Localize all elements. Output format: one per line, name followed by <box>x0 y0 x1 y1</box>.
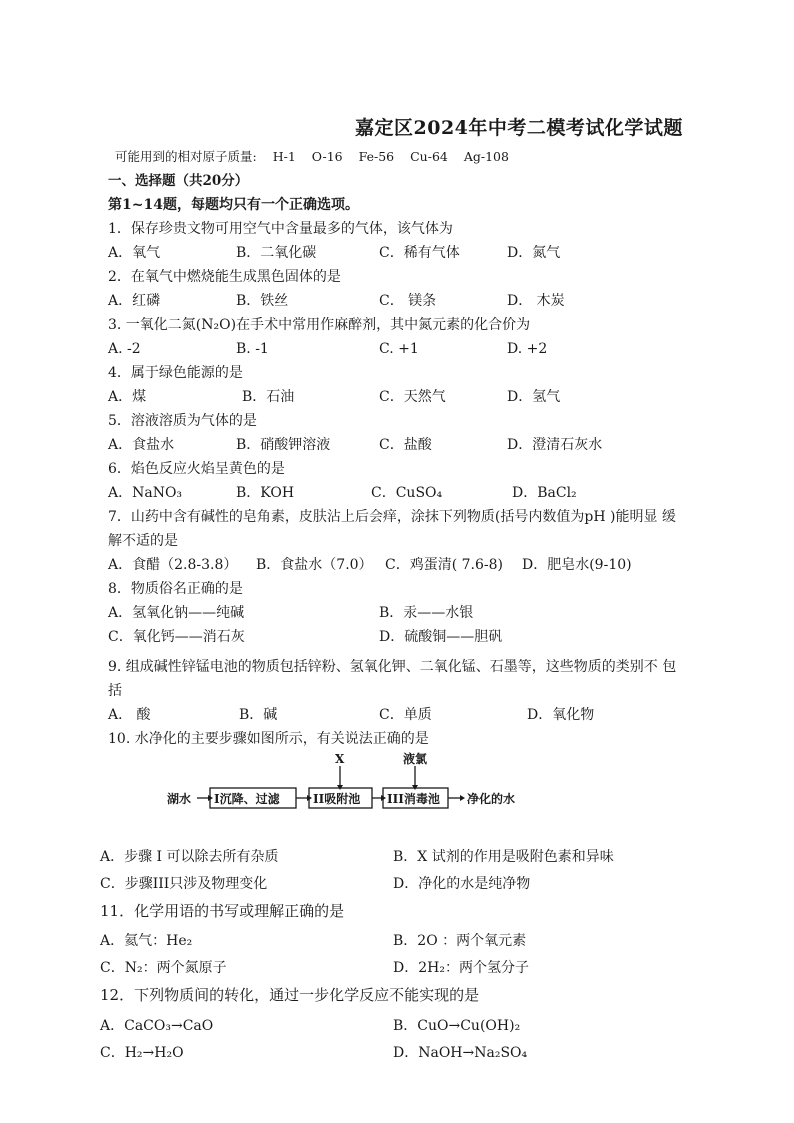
atomic-mass-h: H-1 <box>272 149 296 164</box>
option-b: B．CuO→Cu(OH)₂ <box>393 1018 521 1034</box>
option-a: A．步骤 I 可以除去所有杂质 <box>100 849 279 865</box>
option-a: A．红磷 <box>108 293 161 309</box>
option-d: D．BaCl₂ <box>512 485 577 501</box>
question-stem: 7．山药中含有碱性的皂角素，皮肤沾上后会痒，涂抹下列物质(括号内数值为pH )能明显 缓 <box>108 509 676 525</box>
question-stem: 4．属于绿色能源的是 <box>108 365 243 381</box>
option-d: D．氧化物 <box>527 707 595 723</box>
option-b: B．食盐水（7.0） <box>256 557 373 573</box>
option-c: C．氧化钙——消石灰 <box>108 629 245 645</box>
question-stem: 9. 组成碱性锌锰电池的物质包括锌粉、氢氧化钾、二氧化锰、石墨等，这些物质的类别不 包 <box>108 659 677 675</box>
option-c: C．单质 <box>379 707 432 723</box>
option-d: D. +2 <box>507 341 548 357</box>
option-d: D．氢气 <box>507 389 561 405</box>
question-stem: 2．在氧气中燃烧能生成黑色固体的是 <box>108 269 341 285</box>
flowchart-lines <box>160 752 560 822</box>
option-a: A．氦气：He₂ <box>100 933 193 949</box>
flow-step3-label: III消毒池 <box>387 792 440 806</box>
option-a: A．氧气 <box>108 245 161 261</box>
option-d: D．肥皂水(9-10) <box>522 557 632 573</box>
water-purification-flowchart <box>160 752 560 822</box>
option-d: D．净化的水是纯净物 <box>393 876 531 892</box>
option-b: B．石油 <box>242 389 295 405</box>
option-b: B．硝酸钾溶液 <box>236 437 331 453</box>
option-a: A．NaNO₃ <box>108 485 183 501</box>
option-c: C．稀有气体 <box>379 245 460 261</box>
question-stem-continued: 解不适的是 <box>108 533 178 549</box>
option-c: C. +1 <box>379 341 419 357</box>
option-a: A．氢氧化钠——纯碱 <box>108 605 245 621</box>
option-d: D．2H₂：两个氢分子 <box>393 960 529 976</box>
option-d: D．硫酸铜——胆矾 <box>379 629 503 645</box>
option-c: C．鸡蛋清( 7.6-8) <box>385 557 503 573</box>
flow-step2-label: II吸附池 <box>313 792 361 806</box>
option-c: C． 镁条 <box>379 293 437 309</box>
flow-step1-label: I沉降、过滤 <box>214 792 280 806</box>
question-stem: 10. 水净化的主要步骤如图所示，有关说法正确的是 <box>108 731 429 747</box>
option-a: A． 酸 <box>108 707 151 723</box>
atomic-mass-ag: Ag-108 <box>463 149 509 164</box>
option-a: A. -2 <box>108 341 141 357</box>
flow-input-label: 湖水 <box>167 792 192 806</box>
option-a: A．食盐水 <box>108 437 175 453</box>
section-instruction: 第1~14题，每题均只有一个正确选项。 <box>108 197 359 213</box>
option-b: B．二氧化碳 <box>236 245 317 261</box>
option-b: B．2O ：两个氧元素 <box>393 933 527 949</box>
option-c: C．H₂→H₂O <box>100 1045 184 1061</box>
option-d: D．氮气 <box>507 245 561 261</box>
question-stem: 12．下列物质间的转化，通过一步化学反应不能实现的是 <box>100 986 480 1004</box>
option-b: B．汞——水银 <box>379 605 474 621</box>
option-b: B．X 试剂的作用是吸附色素和异味 <box>393 849 614 865</box>
option-d: D．澄清石灰水 <box>507 437 603 453</box>
atomic-mass-o: O-16 <box>311 149 343 164</box>
flow-output-label: 净化的水 <box>467 792 516 806</box>
question-stem-continued: 括 <box>108 683 122 699</box>
atomic-mass-cu: Cu-64 <box>410 149 448 164</box>
option-a: A．食醋（2.8-3.8） <box>108 557 238 573</box>
atomic-mass-label: 可能用到的相对原子质量: <box>115 149 257 164</box>
option-c: C．步骤III只涉及物理变化 <box>100 876 268 892</box>
option-b: B．KOH <box>236 485 295 501</box>
page-title: 嘉定区2024年中考二模考试化学试题 <box>355 117 683 139</box>
question-stem: 8．物质俗名正确的是 <box>108 581 243 597</box>
option-c: C．盐酸 <box>379 437 432 453</box>
section-heading: 一、选择题（共20分） <box>108 173 249 189</box>
option-b: B. -1 <box>236 341 269 357</box>
option-a: A．CaCO₃→CaO <box>100 1018 214 1034</box>
option-d: D． 木炭 <box>507 293 565 309</box>
option-b: B．铁丝 <box>236 293 289 309</box>
question-stem: 11．化学用语的书写或理解正确的是 <box>100 902 345 920</box>
question-stem: 6．焰色反应火焰呈黄色的是 <box>108 461 285 477</box>
atomic-mass-line <box>115 148 509 166</box>
question-stem: 3. 一氧化二氮(N₂O)在手术中常用作麻醉剂，其中氮元素的化合价为 <box>108 317 531 333</box>
option-d: D．NaOH→Na₂SO₄ <box>393 1045 528 1061</box>
option-a: A．煤 <box>108 389 147 405</box>
option-b: B．碱 <box>239 707 278 723</box>
option-c: C．CuSO₄ <box>371 485 443 501</box>
atomic-mass-fe: Fe-56 <box>358 149 395 164</box>
option-c: C．N₂：两个氮原子 <box>100 960 227 976</box>
question-stem: 5．溶液溶质为气体的是 <box>108 413 257 429</box>
option-c: C．天然气 <box>379 389 446 405</box>
flow-reagent-x: X <box>335 752 345 766</box>
question-stem: 1．保存珍贵文物可用空气中含量最多的气体，该气体为 <box>108 221 453 237</box>
flow-reagent-chlorine: 液氯 <box>403 752 428 766</box>
